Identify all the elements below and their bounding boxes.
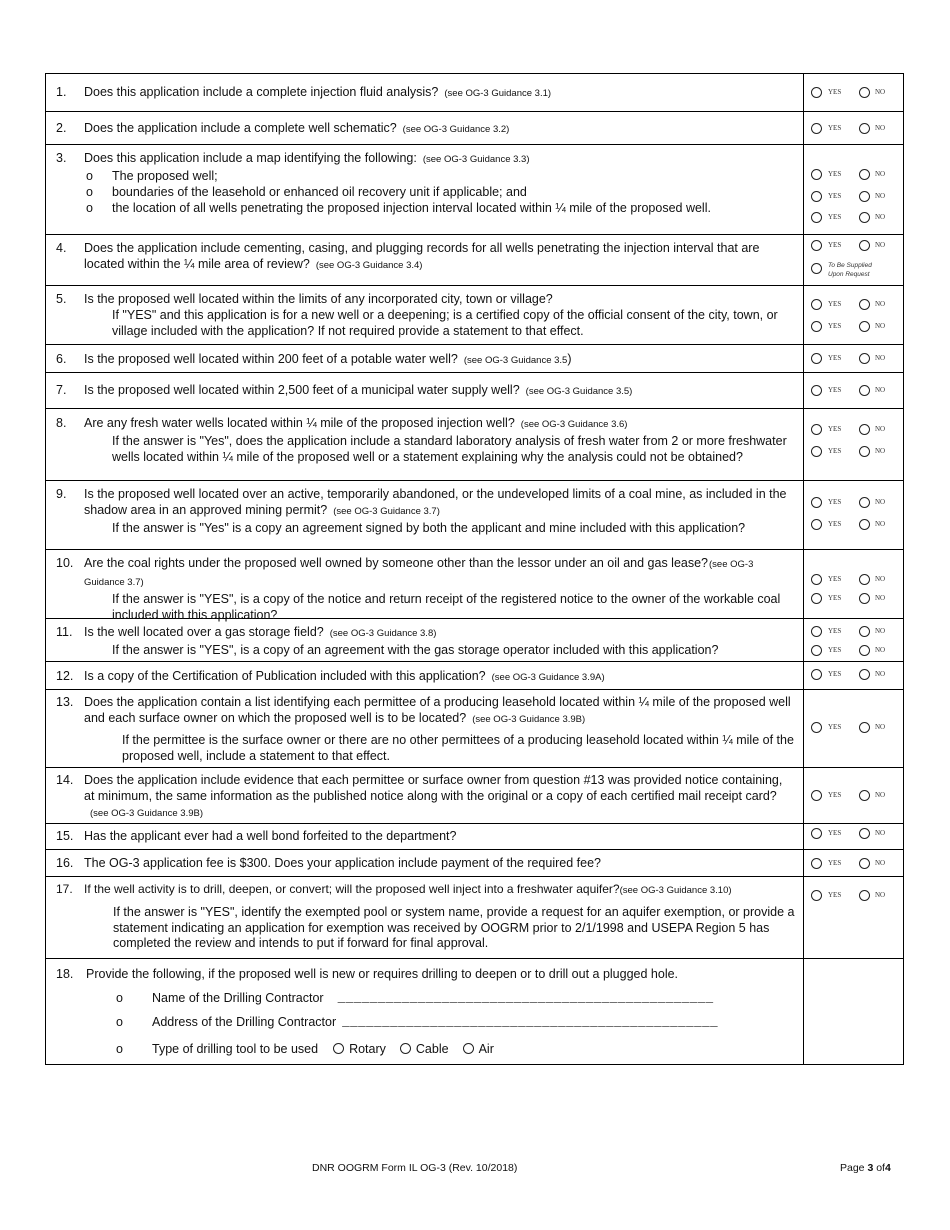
yes-radio[interactable]	[811, 424, 822, 435]
drilling-tool-type: o Type of drilling tool to be used Rotary Cable Air	[116, 1042, 494, 1056]
yes-no-pair: YES NO	[811, 85, 901, 101]
yes-radio[interactable]	[811, 574, 822, 585]
contractor-name-field[interactable]: _______________________________________________	[337, 991, 714, 1005]
yes-no-pair: YES NO	[811, 351, 901, 367]
yes-no-pair: YES NO	[811, 517, 901, 533]
yes-radio[interactable]	[811, 828, 822, 839]
yes-radio[interactable]	[811, 890, 822, 901]
no-radio[interactable]	[859, 353, 870, 364]
to-be-supplied-label: To Be Supplied Upon Request	[828, 262, 872, 278]
no-radio[interactable]	[859, 858, 870, 869]
question-text: 4. Does the application include cementing, casing, and plugging records for all wells penetrating the injection interval that are located within the ¼ mile area of review? (see OG-3 Guidance 3.4)	[56, 241, 760, 271]
no-radio[interactable]	[859, 321, 870, 332]
bullet-item: o The proposed well;	[86, 169, 218, 183]
question-row-13	[46, 690, 904, 768]
question-row-3	[46, 145, 904, 235]
yes-no-pair: YES NO	[811, 788, 901, 804]
question-row-5	[46, 286, 904, 345]
no-radio[interactable]	[859, 669, 870, 680]
yes-radio[interactable]	[811, 790, 822, 801]
yes-no-pair: YES NO	[811, 572, 901, 588]
yes-no-pair: YES NO	[811, 422, 901, 438]
no-radio[interactable]	[859, 87, 870, 98]
no-radio[interactable]	[859, 828, 870, 839]
no-radio[interactable]	[859, 519, 870, 530]
yes-radio[interactable]	[811, 240, 822, 251]
yes-no-pair: YES NO	[811, 643, 901, 659]
question-text: 12. Is a copy of the Certification of Publication included with this application? (see OG-3 Guidance 3.9A)	[56, 669, 605, 683]
yes-radio[interactable]	[811, 626, 822, 637]
yes-radio[interactable]	[811, 353, 822, 364]
question-text: 10. Are the coal rights under the proposed well owned by someone other than the lessor under an oil and gas lease?(see OG-3 Guidance 3.7) If the answer is "YES", is a copy of the notice and return receipt of the registered notice to the owner of the workable coal included with this application?	[56, 556, 781, 622]
no-radio[interactable]	[859, 722, 870, 733]
yes-no-pair: YES NO	[811, 720, 901, 736]
yes-no-pair: YES NO	[811, 888, 901, 904]
question-text: 15. Has the applicant ever had a well bond forfeited to the department?	[56, 829, 457, 843]
yes-no-pair: YES NO	[811, 167, 901, 183]
question-text: 13. Does the application contain a list identifying each permittee of a producing leasehold located within ¼ mile of the proposed well and each surface owner on which the proposed well is to be located? (see OG-3 Guidance 3.9B) If the permittee is the surface owner or there are no other permittees of a producing leasehold located within ¼ mile of the proposed well, include a statement to that effect.	[56, 695, 794, 763]
yes-no-pair: YES NO	[811, 383, 901, 399]
question-text: 9. Is the proposed well located over an active, temporarily abandoned, or the undeveloped limits of a coal mine, as included in the shadow area in an approved mining permit? (see OG-3 Guidance 3.7) If the answer is "Yes" is a copy an agreement signed by both the applicant and mine included with this application?	[56, 487, 787, 535]
yes-radio[interactable]	[811, 123, 822, 134]
yes-no-pair: YES NO	[811, 826, 901, 842]
cable-radio[interactable]	[400, 1043, 411, 1054]
question-text: 3. Does this application include a map identifying the following: (see OG-3 Guidance 3.3) o The proposed well; o boundaries of the leasehold or enhanced oil recovery unit if applicable; and o the location of all wells penetrating the proposed injection interval located within ¼ mile of the proposed well.	[56, 150, 794, 216]
bullet-item: o the location of all wells penetrating the proposed injection interval located within ¼ mile of the proposed well.	[86, 201, 711, 215]
no-radio[interactable]	[859, 212, 870, 223]
no-radio[interactable]	[859, 299, 870, 310]
question-text: 16. The OG-3 application fee is $300. Does your application include payment of the required fee?	[56, 856, 601, 870]
yes-no-pair: YES NO	[811, 591, 901, 607]
drilling-contractor-address: o Address of the Drilling Contractor _______________________________________________	[116, 1015, 719, 1029]
no-radio[interactable]	[859, 240, 870, 251]
yes-radio[interactable]	[811, 858, 822, 869]
no-radio[interactable]	[859, 645, 870, 656]
yes-radio[interactable]	[811, 385, 822, 396]
yes-radio[interactable]	[811, 87, 822, 98]
question-row-15	[46, 824, 904, 850]
question-text: 11. Is the well located over a gas storage field? (see OG-3 Guidance 3.8) If the answer is "YES", is a copy of an agreement with the gas storage operator included with this application?	[56, 625, 719, 657]
no-radio[interactable]	[859, 446, 870, 457]
question-text: 18. Provide the following, if the proposed well is new or requires drilling to deepen or to drill out a plugged hole. o Name of the Drilling Contractor _______________________________________________ o Address of the Drilling Contractor _______________________________________________ o Type of drilling tool to be used Rotary Cable Air	[56, 966, 894, 1057]
question-text: 5. Is the proposed well located within the limits of any incorporated city, town or village? If "YES" and this application is for a new well or a deepening; is a certified copy of the official consent of the city, town, or village included with the application? If not required provide a statement to that effect.	[56, 292, 778, 338]
question-row-17	[46, 877, 904, 959]
yes-radio[interactable]	[811, 497, 822, 508]
no-radio[interactable]	[859, 191, 870, 202]
yes-radio[interactable]	[811, 321, 822, 332]
yes-radio[interactable]	[811, 191, 822, 202]
yes-no-pair: YES NO	[811, 319, 901, 335]
yes-no-pair: YES NO	[811, 856, 901, 872]
yes-radio[interactable]	[811, 645, 822, 656]
questionnaire-table	[45, 73, 904, 1065]
to-be-supplied-radio[interactable]	[811, 263, 822, 274]
rotary-radio[interactable]	[333, 1043, 344, 1054]
yes-no-pair: YES NO	[811, 297, 901, 313]
question-row-10	[46, 550, 904, 622]
question-row-16	[46, 850, 904, 877]
question-text: 2. Does the application include a complete well schematic? (see OG-3 Guidance 3.2)	[56, 121, 510, 135]
to-be-supplied-option	[811, 261, 901, 281]
yes-radio[interactable]	[811, 169, 822, 180]
contractor-address-field[interactable]: _______________________________________________	[342, 1015, 719, 1029]
yes-radio[interactable]	[811, 519, 822, 530]
no-radio[interactable]	[859, 790, 870, 801]
yes-radio[interactable]	[811, 299, 822, 310]
question-text: 6. Is the proposed well located within 200 feet of a potable water well? (see OG-3 Guidance 3.5)	[56, 352, 572, 366]
yes-no-pair: YES NO	[811, 444, 901, 460]
yes-radio[interactable]	[811, 669, 822, 680]
no-radio[interactable]	[859, 123, 870, 134]
yes-no-pair: YES NO	[811, 210, 901, 226]
no-radio[interactable]	[859, 385, 870, 396]
no-radio[interactable]	[859, 424, 870, 435]
question-row-11	[46, 619, 904, 662]
question-text: 8. Are any fresh water wells located within ¼ mile of the proposed injection well? (see OG-3 Guidance 3.6) If the answer is "Yes", does the application include a standard laboratory analysis of fresh water from 2 or more freshwater wells located within ¼ mile of the proposed well or a statement explaining why the analysis could not be obtained?	[56, 416, 787, 464]
page-number: Page 3 of4	[840, 1162, 891, 1174]
yes-radio[interactable]	[811, 446, 822, 457]
no-radio[interactable]	[859, 593, 870, 604]
question-row-12	[46, 662, 904, 690]
question-text: 14. Does the application include evidence that each permittee or surface owner from question #13 was provided notice containing, at minimum, the same information as the published notice along with the original or a copy of each certified mail receipt card?(see OG-3 Guidance 3.9B)	[56, 773, 783, 819]
yes-no-pair: YES NO	[811, 495, 901, 511]
yes-no-pair: YES NO	[811, 121, 901, 137]
yes-no-pair: YES NO	[811, 189, 901, 205]
yes-radio[interactable]	[811, 593, 822, 604]
question-row-6	[46, 345, 904, 373]
tool-option-cable[interactable]: Cable	[400, 1041, 449, 1057]
yes-no-pair: YES NO	[811, 667, 901, 683]
no-radio[interactable]	[859, 574, 870, 585]
question-row-2	[46, 112, 904, 145]
question-text: 17. If the well activity is to drill, deepen, or convert; will the proposed well inject into a freshwater aquifer?(see OG-3 Guidance 3.10) If the answer is "YES", identify the exempted pool or system name, provide a request for an aquifer exemption, or provide a statement indicating an application for exemption was received by OOGRM prior to 2/1/1998 and USEPA Region 5 has completed the review and intends to put if forward for final approval.	[56, 882, 795, 950]
air-radio[interactable]	[463, 1043, 474, 1054]
yes-no-pair: YES NO	[811, 238, 901, 254]
no-radio[interactable]	[859, 890, 870, 901]
no-radio[interactable]	[859, 626, 870, 637]
question-row-7	[46, 373, 904, 409]
question-row-18	[46, 959, 904, 1065]
tool-option-air[interactable]: Air	[463, 1041, 494, 1057]
yes-no-pair: YES NO	[811, 624, 901, 640]
yes-radio[interactable]	[811, 722, 822, 733]
drilling-contractor-name: o Name of the Drilling Contractor _______________________________________________	[116, 991, 714, 1005]
question-row-4	[46, 235, 904, 286]
question-row-14	[46, 768, 904, 824]
tool-option-rotary[interactable]: Rotary	[333, 1041, 386, 1057]
form-id: DNR OOGRM Form IL OG-3 (Rev. 10/2018)	[312, 1162, 518, 1174]
no-radio[interactable]	[859, 169, 870, 180]
question-row-9	[46, 481, 904, 550]
question-row-8	[46, 409, 904, 481]
no-radio[interactable]	[859, 497, 870, 508]
question-text: 1. Does this application include a complete injection fluid analysis? (see OG-3 Guidance 3.1)	[56, 85, 552, 99]
yes-radio[interactable]	[811, 212, 822, 223]
question-text: 7. Is the proposed well located within 2,500 feet of a municipal water supply well? (see OG-3 Guidance 3.5)	[56, 383, 633, 397]
question-row-1	[46, 74, 904, 112]
bullet-item: o boundaries of the leasehold or enhanced oil recovery unit if applicable; and	[86, 185, 527, 199]
